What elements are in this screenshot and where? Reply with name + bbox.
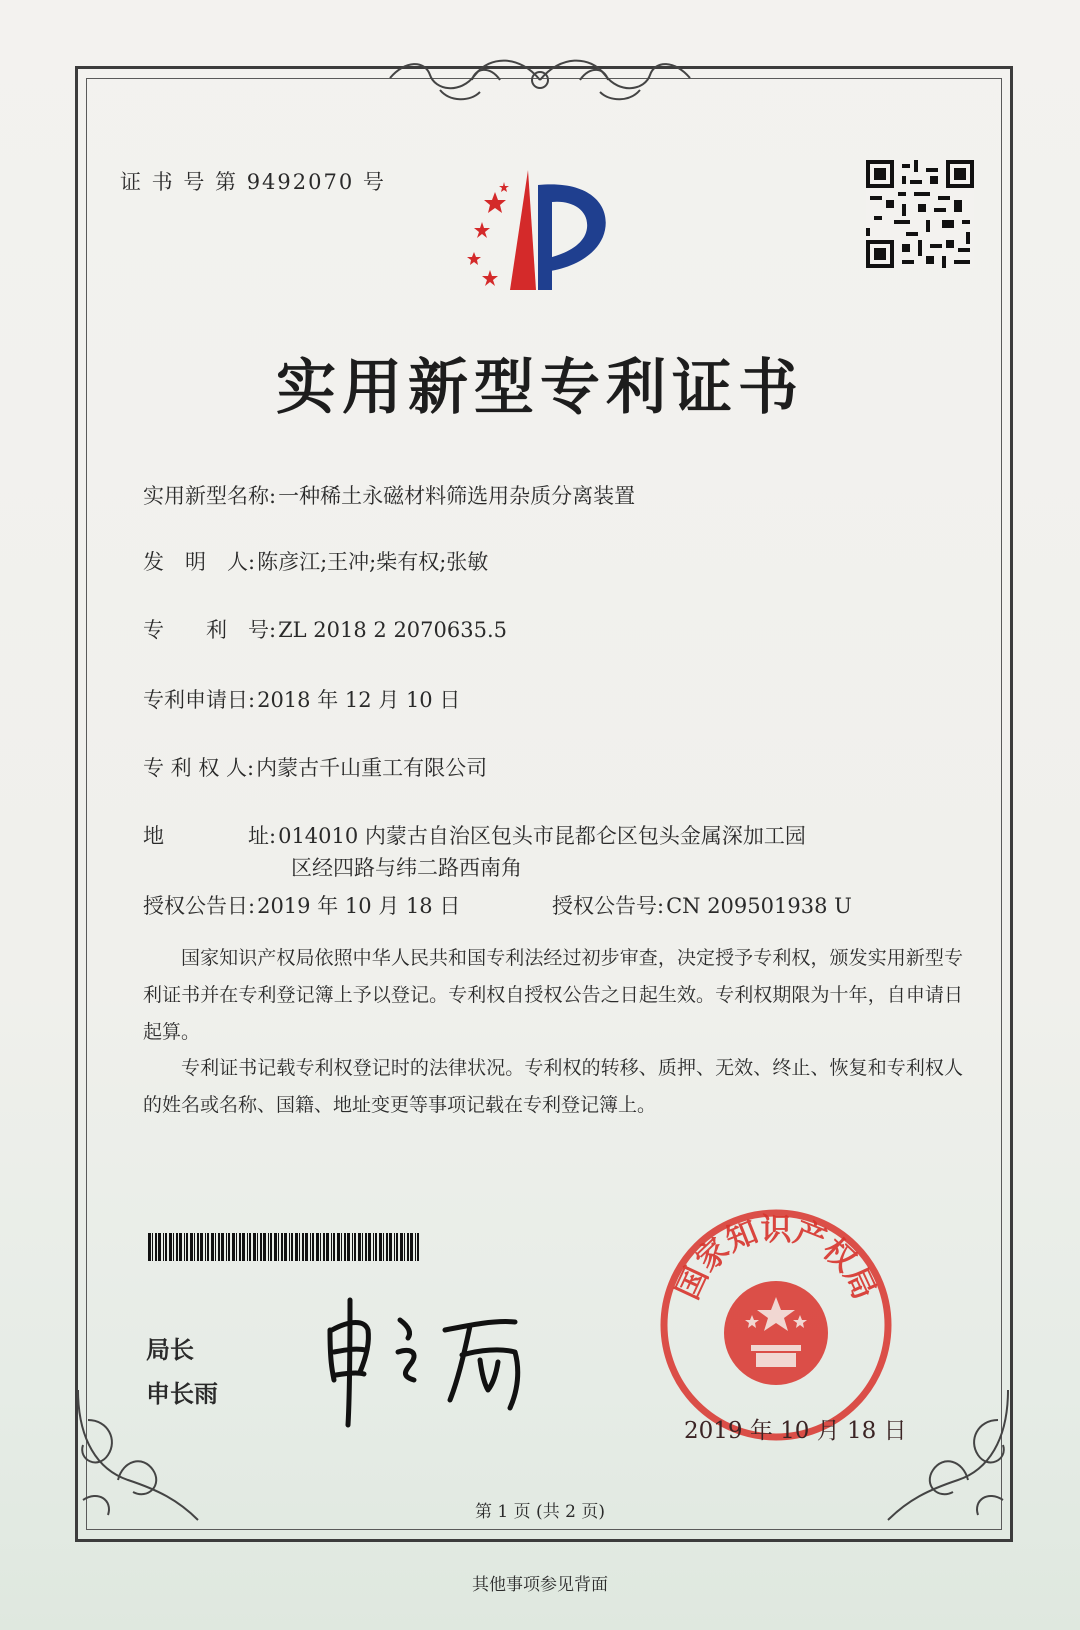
field-inventors (143, 546, 488, 576)
field-grant-date (143, 890, 460, 920)
certificate-number: 证 书 号 第 9492070 号 (120, 170, 386, 194)
certificate-title: 实用新型专利证书 (276, 353, 804, 423)
director-signature (320, 1290, 560, 1430)
director-name: 申长雨 (146, 1379, 218, 1408)
field-value: 2019 年 10 月 18 日 (257, 894, 461, 918)
patent-office-emblem-icon (460, 160, 635, 295)
qr-code-icon (866, 160, 974, 268)
field-value: 陈彦江;王冲;柴有权;张敏 (257, 550, 489, 574)
field-label: 地 址: (143, 824, 277, 848)
field-patentee (143, 752, 487, 782)
field-grant-no (552, 890, 852, 920)
field-value: 2018 年 12 月 10 日 (257, 688, 461, 712)
field-value: 区经四路与纬二路西南角 (291, 856, 522, 880)
field-value: 内蒙古千山重工有限公司 (256, 756, 488, 780)
seal-date: 2019 年 10 月 18 日 (684, 1418, 907, 1444)
body-paragraph: 专利证书记载专利权登记时的法律状况。专利权的转移、质押、无效、终止、恢复和专利权人的姓名或名称、国籍、地址变更等事项记载在专利登记簿上。 (143, 1057, 963, 1116)
field-label: 实用新型名称: (143, 484, 277, 508)
seal-text: 国家知识产权局 (669, 1212, 883, 1305)
page-number: 第 1 页 (共 2 页) (475, 1502, 605, 1522)
official-seal (656, 1205, 896, 1445)
field-label: 授权公告日: (143, 894, 256, 918)
field-value: ZL 2018 2 2070635.5 (278, 618, 508, 642)
field-patent-no (143, 614, 507, 644)
field-label: 发 明 人: (143, 550, 256, 574)
barcode-icon (148, 1233, 423, 1261)
field-address (143, 820, 806, 850)
director-title: 局长 (146, 1335, 194, 1364)
field-label: 专利申请日: (143, 688, 256, 712)
field-label: 专 利 号: (143, 618, 277, 642)
body-paragraph: 国家知识产权局依照中华人民共和国专利法经过初步审查，决定授予专利权，颁发实用新型专利证书并在专利登记簿上予以登记。专利权自授权公告之日起生效。专利权期限为十年，自申请日起算。 (143, 947, 963, 1043)
field-value: 014010 内蒙古自治区包头市昆都仑区包头金属深加工园 (278, 824, 806, 848)
field-filing-date (143, 684, 460, 714)
top-ornament (380, 50, 700, 110)
footer-note: 其他事项参见背面 (472, 1575, 608, 1595)
field-value: 一种稀土永磁材料筛选用杂质分离装置 (278, 484, 636, 508)
field-label: 专 利 权 人: (143, 756, 255, 780)
field-address-line2 (289, 852, 522, 882)
field-label: 授权公告号: (552, 894, 665, 918)
field-value: CN 209501938 U (666, 894, 852, 918)
field-utility-name (143, 480, 635, 510)
